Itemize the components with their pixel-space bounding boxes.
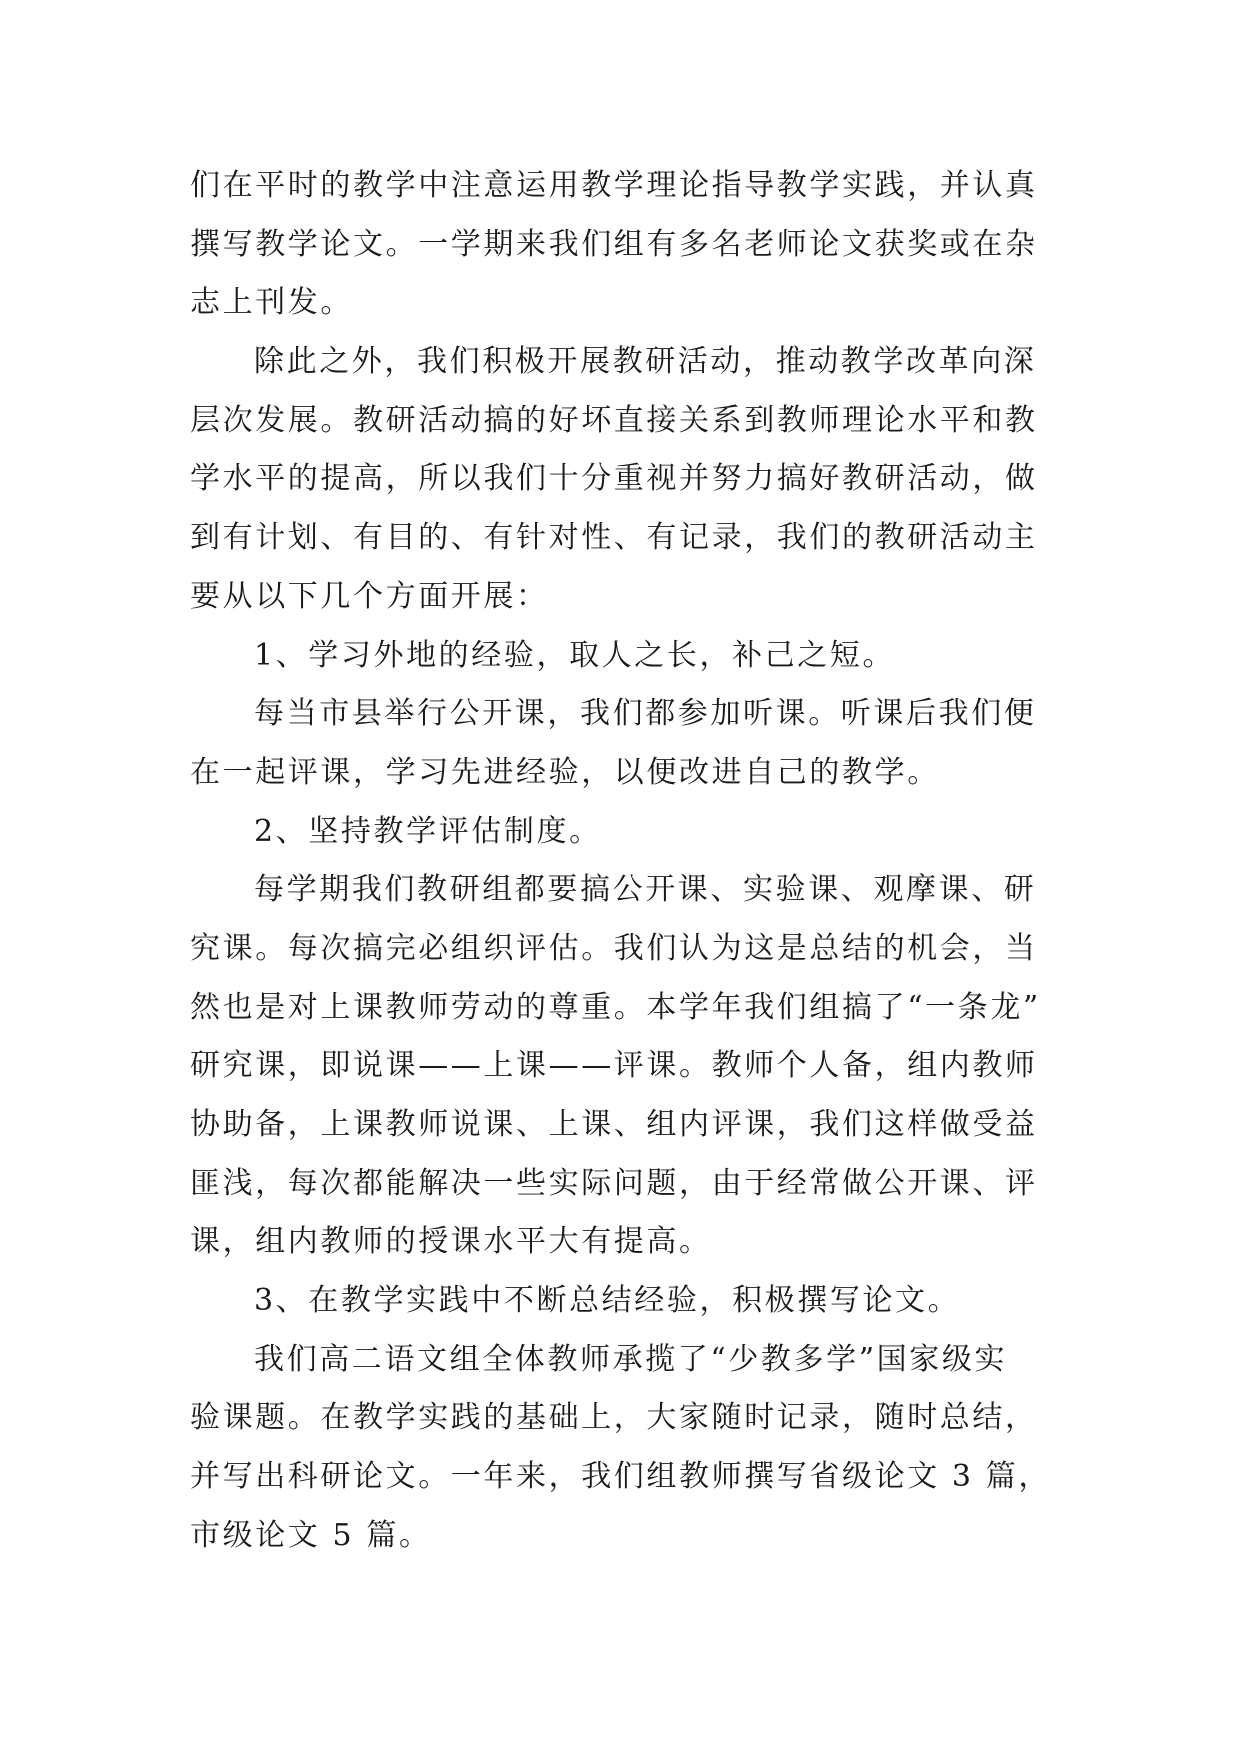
- text-line: 学水平的提高，所以我们十分重视并努力搞好教研活动，做: [190, 461, 1038, 497]
- text-line: 撰写教学论文。一学期来我们组有多名老师论文获奖或在杂: [190, 226, 1038, 262]
- text-line: 研究课，即说课——上课——评课。教师个人备，组内教师: [190, 1048, 1038, 1084]
- paragraph-first-line: 除此之外，我们积极开展教研活动，推动教学改革向深: [254, 344, 1037, 380]
- text-line: 协助备，上课教师说课、上课、组内评课，我们这样做受益: [190, 1107, 1038, 1142]
- paragraph-first-line: 我们高二语文组全体教师承揽了“少教多学”国家级实: [254, 1341, 1008, 1377]
- text-line: 要从以下几个方面开展：: [190, 578, 549, 614]
- section-heading: 3、在教学实践中不断总结经验，积极撰写论文。: [254, 1283, 961, 1319]
- text-line: 课，组内教师的授课水平大有提高。: [190, 1224, 712, 1260]
- text-line: 匪浅，每次都能解决一些实际问题，由于经常做公开课、评: [190, 1165, 1038, 1201]
- text-line: 到有计划、有目的、有针对性、有记录，我们的教研活动主: [190, 520, 1038, 556]
- section-heading: 1、学习外地的经验，取人之长，补己之短。: [254, 637, 896, 673]
- text-line: 究课。每次搞完必组织评估。我们认为这是总结的机会，当: [190, 930, 1038, 966]
- text-line: 然也是对上课教师劳动的尊重。本学年我们组搞了“一条龙”: [190, 989, 1041, 1025]
- text-line: 志上刊发。: [190, 285, 353, 321]
- paragraph-first-line: 每学期我们教研组都要搞公开课、实验课、观摩课、研: [254, 872, 1037, 908]
- text-line: 层次发展。教研活动搞的好坏直接关系到教师理论水平和教: [190, 402, 1038, 438]
- text-line: 们在平时的教学中注意运用教学理论指导教学实践，并认真: [190, 168, 1038, 203]
- text-line: 在一起评课，学习先进经验，以便改进自己的教学。: [190, 754, 940, 790]
- text-line: 验课题。在教学实践的基础上，大家随时记录，随时总结，: [190, 1400, 1038, 1436]
- paragraph-first-line: 每当市县举行公开课，我们都参加听课。听课后我们便: [254, 696, 1037, 732]
- text-line: 并写出科研论文。一年来，我们组教师撰写省级论文 3 篇，: [190, 1459, 1051, 1495]
- text-line: 市级论文 5 篇。: [190, 1517, 432, 1553]
- section-heading: 2、坚持教学评估制度。: [254, 813, 602, 849]
- body-text: [190, 157, 1070, 1566]
